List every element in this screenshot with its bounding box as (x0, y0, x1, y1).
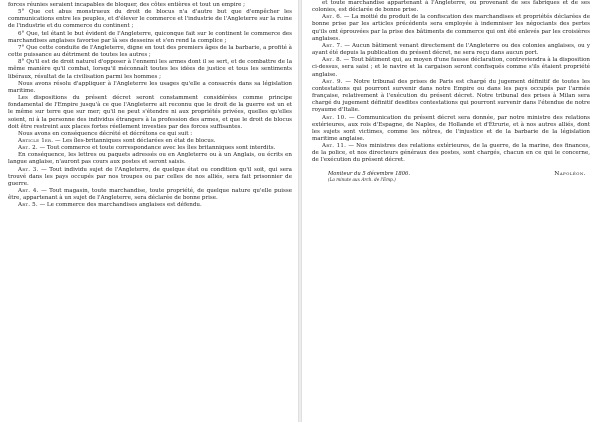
article-text: — La moitié du produit de la confiscation des marchandises et propriétés déclarées de bonne prise par les articles précédents sera employée à indemniser les négociants des pertes qu'ils ont éprouvées par la prise des bâtiments de commerce qui ont été enlevés par les croisières anglaises. (312, 14, 590, 42)
signature: Napoléon. (554, 170, 586, 177)
paragraph: 6° Que, tel étant le but évident de l'Angleterre, quiconque fait sur le continent le commerce des marchandises anglaises favorise par là ses desseins et s'en rend la complice ; (8, 30, 292, 44)
article-4 (8, 188, 292, 202)
paragraph: Nous avons en conséquence décrété et décrétons ce qui suit : (18, 130, 193, 137)
source-citation (328, 171, 410, 184)
paragraph: Les dispositions du présent décret seront constamment considérées comme principe fondamental de l'Empire jusqu'à ce que l'Angleterre ait reconnu que le droit de la guerre est un et le même sur terre que sur mer; qu'il ne peut s'étendre ni aux propriétés privées, quelles qu'elles soient, ni à la personne des individus étrangers à la profession des armes, et que le droit de blocus doit être restreint aux places fortes réellement investies par des forces suffisantes. (8, 95, 292, 130)
article-label: Art. 4. (18, 188, 39, 195)
left-page-text (8, 2, 292, 210)
paragraph: 5° Que cet abus monstrueux du droit de blocus n'a d'autre but que d'empêcher les communications entre les peuples, et d'élever le commerce et l'industrie de l'Angleterre sur la ruine de l'industrie et du commerce du continent ; (8, 9, 292, 30)
article-label: Art. 3. (18, 166, 39, 173)
article-label: Art. 7. (322, 42, 343, 49)
article-11 (312, 143, 590, 164)
paragraph: forces réunies seraient incapables de bloquer, des côtes entières et tout un empire ; (8, 2, 246, 8)
article-text: — Tout magasin, toute marchandise, toute propriété, de quelque nature qu'elle puisse être, appartenant à un sujet de l'Angleterre, sera déclarée de bonne prise. (8, 188, 292, 202)
article-label: Art. 9. (322, 78, 343, 85)
article-label: Article 1er. (18, 137, 54, 144)
right-page (302, 0, 600, 422)
paragraph: 7° Que cette conduite de l'Angleterre, digne en tout des premiers âges de la barbarie, a profité à cette puissance au détriment de toutes les autres ; (8, 44, 292, 59)
article-text: — Les îles-britanniques sont déclarées en état de blocus. (53, 137, 216, 144)
article-text: — Tout bâtiment qui, au moyen d'une fausse déclaration, contreviendra à la disposition ci-dessus, sera saisi ; et le navire et la cargaison seront confisqués comme s'ils étaient propriété anglaise. (312, 57, 590, 78)
article-8 (312, 57, 590, 78)
article-label: Art. 8. (322, 57, 342, 64)
article-text: — Communication du présent décret sera donnée, par notre ministre des relations extérieures, aux rois d'Espagne, de Naples, de Hollande et d'Étrurie, et à nos autres alliés, dont les sujets sont victimes, comme les nôtres, de l'injustice et de la barbarie de la législation maritime anglaise. (312, 114, 590, 142)
article-text: — Notre tribunal des prises de Paris est chargé du jugement définitif de toutes les contestations qui pourront survenir dans notre Empire ou dans les pays occupés par l'armée française, relativement à l'exécution du présent décret. Notre tribunal des prises à Milan sera chargé du jugement définitif desdites contestations qui pourront survenir dans l'étendue de notre royaume d'Italie. (312, 78, 590, 114)
article-label: Art. 11. (322, 143, 347, 150)
article-text: et toute marchandise appartenant à l'Angleterre, ou provenant de ses fabriques et de ses colonies, est déclarée de bonne prise. (312, 0, 590, 14)
article-5 (8, 202, 292, 209)
paragraph: 8° Qu'il est de droit naturel d'opposer à l'ennemi les armes dont il se sert, et de combattre de la même manière qu'il combat, lorsqu'il méconnaît toutes les idées de justice et tous les sentiments libéraux, résultat de la civilisation parmi les hommes ; (8, 59, 292, 80)
article-6 (312, 14, 590, 43)
article-text: — Aucun bâtiment venant directement de l'Angleterre ou des colonies anglaises, ou y ayant été depuis la publication du présent décret, ne sera reçu dans aucun port. (312, 42, 590, 57)
article-text: — Tout commerce et toute correspondance avec les îles britanniques sont interdits. (37, 145, 276, 152)
source-note: (La minute aux Arch. de l'Emp.) (328, 177, 396, 182)
signature-block (312, 171, 590, 184)
article-7 (312, 43, 590, 57)
left-page (0, 0, 298, 422)
article-9 (312, 79, 590, 115)
article-label: Art. 6. (322, 14, 342, 21)
article-label: Art. 10. (322, 114, 347, 121)
article-text: — Le commerce des marchandises anglaises est défendu. (37, 202, 202, 209)
right-page-text (312, 0, 590, 183)
source-title: Moniteur du 5 décembre 1806. (328, 170, 410, 177)
article-label: Art. 5. (18, 202, 38, 209)
article-text: — Nos ministres des relations extérieures, de la guerre, de la marine, des finances, de la police, et nos directeurs généraux des postes, sont chargés, chacun en ce qui le concerne, de l'exécution du présent décret. (312, 143, 590, 164)
article-text: — Tout individu sujet de l'Angleterre, de quelque état ou condition qu'il soit, qui sera trouvé dans les pays occupés par nos troupes ou par celles de nos alliés, sera fait prisonnier de guerre. (8, 166, 292, 187)
article-label: Art. 2. (18, 145, 38, 152)
paragraph: Nous avons résolu d'appliquer à l'Angleterre les usages qu'elle a consacrés dans sa législation maritime. (8, 80, 292, 94)
article-3 (8, 167, 292, 188)
article-5-continued (312, 0, 590, 14)
article-2-continued (8, 152, 292, 166)
article-text: En conséquence, les lettres ou paquets adressés ou en Angleterre ou à un Anglais, ou écrits en langue anglaise, n'auront pas cours aux postes et seront saisis. (8, 152, 292, 166)
article-10 (312, 115, 590, 144)
